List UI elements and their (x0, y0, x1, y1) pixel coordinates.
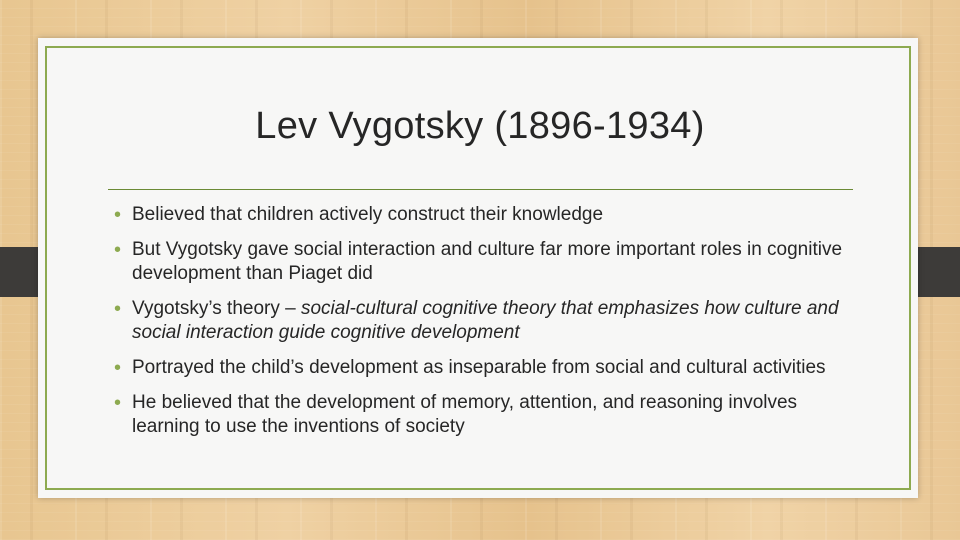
bullet-item (114, 238, 854, 286)
bullet-dot-icon: • (114, 204, 122, 226)
bullet-text: He believed that the development of memory, attention, and reasoning involves learning to use the inventions of society (132, 392, 798, 437)
bullet-item (114, 391, 854, 439)
bullet-dot-icon: • (114, 298, 122, 320)
bullet-text: But Vygotsky gave social interaction and culture far more important roles in cognitive development than Piaget did (132, 239, 843, 284)
bullet-item (114, 203, 854, 227)
bullet-text-plain: Vygotsky’s theory – (132, 298, 301, 319)
bullet-item (114, 356, 854, 380)
slide-title: Lev Vygotsky (1896-1934) (255, 105, 705, 147)
bullet-list (114, 203, 854, 439)
bullet-dot-icon: • (114, 392, 122, 414)
bullet-dot-icon: • (114, 357, 122, 379)
title-divider (108, 189, 853, 190)
bullet-text: Believed that children actively construct their knowledge (132, 204, 604, 225)
bullet-text-italic: social-cultural cognitive theory that emphasizes how culture and social interaction guide cognitive development (132, 298, 839, 343)
bullet-text: Portrayed the child’s development as inseparable from social and cultural activities (132, 357, 826, 378)
bullet-dot-icon: • (114, 239, 122, 261)
bullet-item (114, 297, 854, 345)
